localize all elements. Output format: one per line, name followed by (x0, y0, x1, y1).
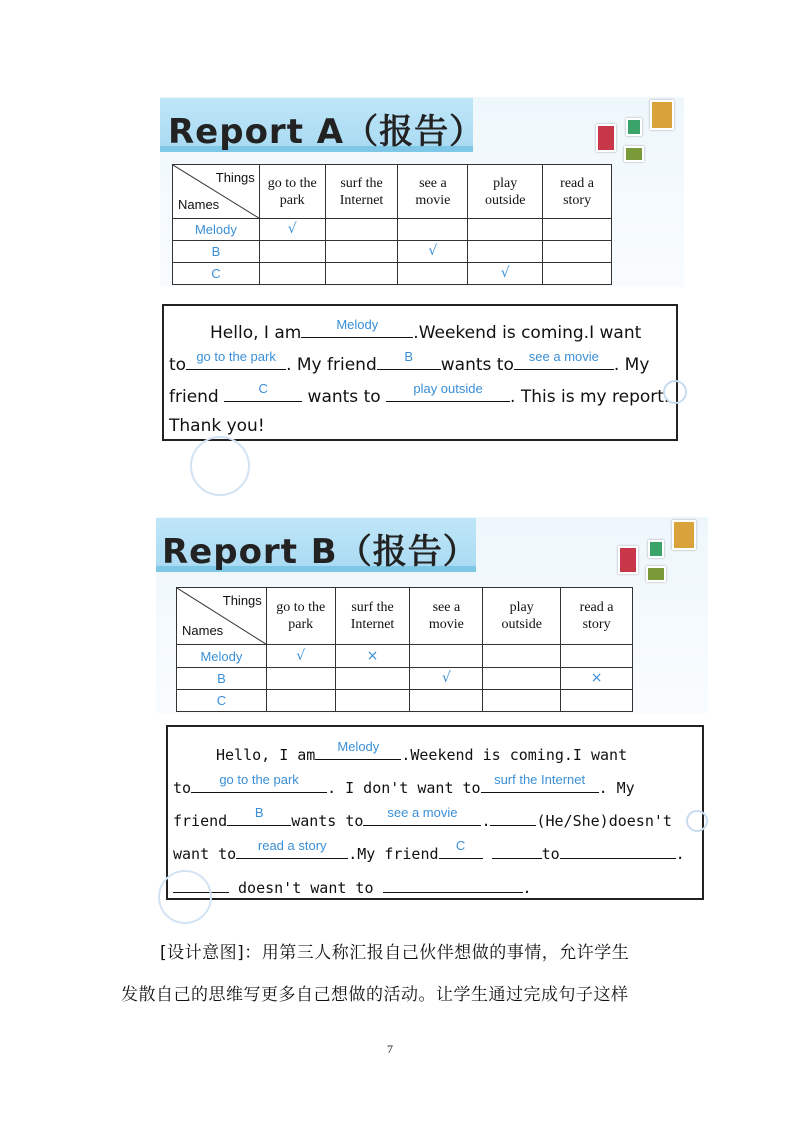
text-line: friend C wants to play outside . This is my report. (169, 381, 670, 407)
table-row: Melody √ (173, 219, 612, 241)
design-intent-line-1: [设计意图]：用第三人称汇报自己伙伴想做的事情，允许学生 (160, 943, 630, 963)
report-b-title: Report B（报告） (162, 532, 478, 572)
swirl-decoration (190, 436, 250, 496)
table-corner-header: Things Names (177, 588, 267, 645)
design-intent-line-2: 发散自己的思维写更多自己想做的活动。让学生通过完成句子这样 (121, 985, 629, 1005)
column-header: read a story (543, 165, 612, 219)
column-header: read a story (561, 588, 633, 645)
swirl-decoration (663, 380, 687, 404)
table-row: C √ (173, 263, 612, 285)
photo-decoration (650, 100, 674, 130)
photo-decoration (672, 520, 696, 550)
report-a-title: Report A（报告） (168, 112, 485, 152)
text-line: Hello, I am Melody .Weekend is coming.I want (210, 317, 642, 343)
report-b-table (176, 587, 633, 712)
page-number: 7 (387, 1042, 393, 1056)
text-line: Thank you! (169, 416, 265, 436)
column-header: play outside (483, 588, 561, 645)
table-row: C (177, 690, 633, 712)
column-header: surf the Internet (325, 165, 398, 219)
table-row: Melody √ × (177, 645, 633, 668)
column-header: go to the park (266, 588, 335, 645)
photo-decoration (618, 546, 638, 574)
column-header: go to the park (259, 165, 325, 219)
photo-decoration (646, 566, 666, 582)
column-header: see a movie (398, 165, 468, 219)
text-line: friend B wants to see a movie . (He/She)doesn't (173, 805, 672, 830)
column-header: surf the Internet (335, 588, 410, 645)
text-line: Hello, I am Melody .Weekend is coming.I want (216, 739, 628, 764)
report-b-text-box (166, 725, 704, 900)
column-header: see a movie (410, 588, 483, 645)
text-line: want to read a story .My friend C to . (173, 838, 685, 863)
report-a-table (172, 164, 612, 285)
table-row: B √ (173, 241, 612, 263)
photo-decoration (624, 146, 644, 162)
table-corner-header: Things Names (173, 165, 260, 219)
photo-decoration (626, 118, 642, 136)
table-row: B √ × (177, 668, 633, 690)
photo-decoration (648, 540, 664, 558)
text-line: to go to the park . I don't want to surf the Internet . My (173, 772, 635, 797)
text-line: doesn't want to . (173, 875, 532, 897)
column-header: play outside (468, 165, 543, 219)
swirl-decoration (158, 870, 212, 924)
report-a-text-box (162, 304, 678, 441)
text-line: to go to the park . My friend B wants to see a movie . My (169, 349, 650, 375)
swirl-decoration (686, 810, 708, 832)
photo-decoration (596, 124, 616, 152)
